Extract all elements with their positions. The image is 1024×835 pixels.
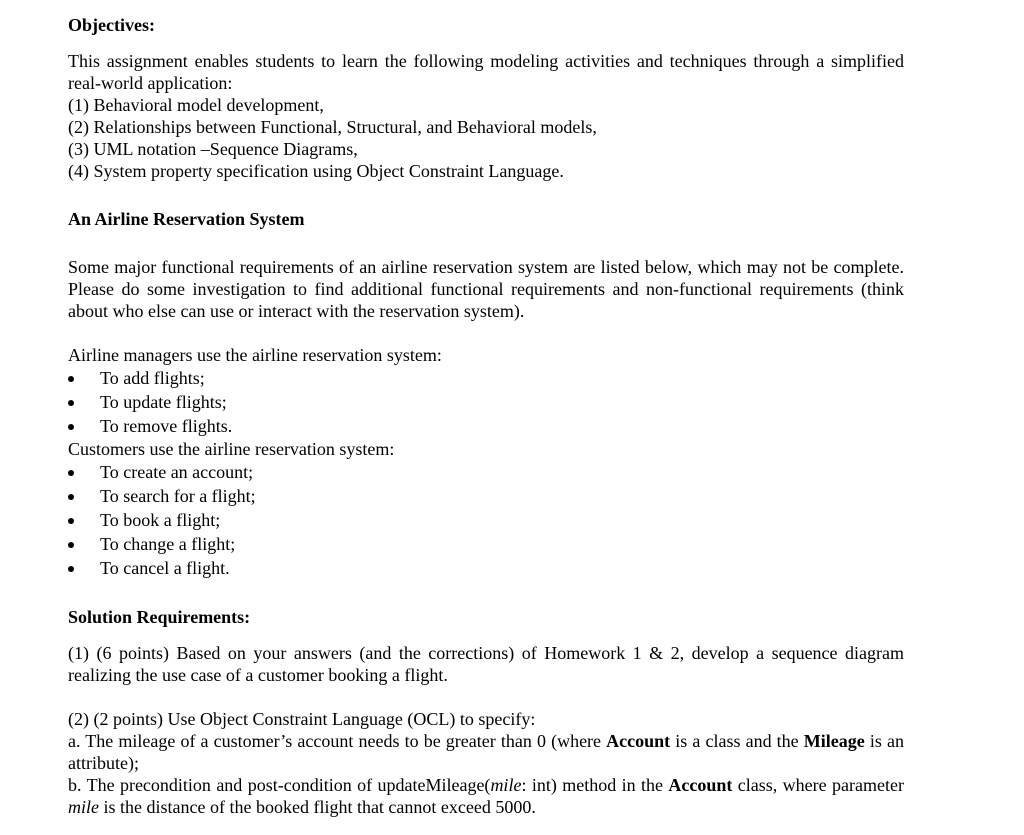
spacer xyxy=(68,322,904,344)
requirement-2a: a. The mileage of a customer’s account needs to be greater than 0 (where Account is a class and the Mileage is an attribute); xyxy=(68,731,904,773)
system-heading: An Airline Reservation System xyxy=(68,209,305,229)
list-item: To update flights; xyxy=(68,390,904,414)
account-class-name: Account xyxy=(668,775,733,795)
bullet-icon xyxy=(68,518,74,524)
bullet-icon xyxy=(68,566,74,572)
list-item: To book a flight; xyxy=(68,508,904,532)
spacer xyxy=(68,36,904,50)
account-class-name: Account xyxy=(606,731,671,751)
objective-item: (4) System property specification using Object Constraint Language. xyxy=(68,161,564,181)
spacer xyxy=(68,182,904,208)
mile-parameter: mile xyxy=(490,775,522,795)
document-page xyxy=(68,14,904,818)
bullet-icon xyxy=(68,424,74,430)
spacer xyxy=(68,628,904,642)
mile-parameter: mile xyxy=(68,797,99,817)
objectives-intro: This assignment enables students to learn the following modeling activities and techniques through a simplified real-world application: xyxy=(68,51,904,93)
customers-intro: Customers use the airline reservation system: xyxy=(68,439,395,459)
list-item: To remove flights. xyxy=(68,414,904,438)
managers-list xyxy=(68,366,904,438)
list-item: To cancel a flight. xyxy=(68,556,904,580)
spacer xyxy=(68,580,904,606)
bullet-icon xyxy=(68,400,74,406)
objective-item: (1) Behavioral model development, xyxy=(68,95,324,115)
spacer xyxy=(68,686,904,708)
customers-list xyxy=(68,460,904,580)
list-item: To change a flight; xyxy=(68,532,904,556)
spacer xyxy=(68,230,904,256)
requirement-2-intro: (2) (2 points) Use Object Constraint Language (OCL) to specify: xyxy=(68,709,536,729)
list-item: To create an account; xyxy=(68,460,904,484)
requirement-1: (1) (6 points) Based on your answers (and the corrections) of Homework 1 & 2, develop a sequence diagram realizing the use case of a customer booking a flight. xyxy=(68,643,904,685)
bullet-icon xyxy=(68,542,74,548)
system-description: Some major functional requirements of an airline reservation system are listed below, which may not be complete. Please do some investigation to find additional functional requirements and non-functional requirements (think about who else can use or interact with the reservation system). xyxy=(68,257,904,321)
bullet-icon xyxy=(68,494,74,500)
objectives-heading: Objectives: xyxy=(68,15,155,35)
bullet-icon xyxy=(68,470,74,476)
objective-item: (2) Relationships between Functional, Structural, and Behavioral models, xyxy=(68,117,597,137)
list-item: To search for a flight; xyxy=(68,484,904,508)
solution-heading: Solution Requirements: xyxy=(68,607,251,627)
requirement-2b: b. The precondition and post-condition of updateMileage(mile: int) method in the Account class, where parameter mile is the distance of the booked flight that cannot exceed 5000. xyxy=(68,775,904,817)
managers-intro: Airline managers use the airline reservation system: xyxy=(68,345,442,365)
list-item: To add flights; xyxy=(68,366,904,390)
objective-item: (3) UML notation –Sequence Diagrams, xyxy=(68,139,358,159)
bullet-icon xyxy=(68,376,74,382)
mileage-attribute-name: Mileage xyxy=(803,731,865,751)
